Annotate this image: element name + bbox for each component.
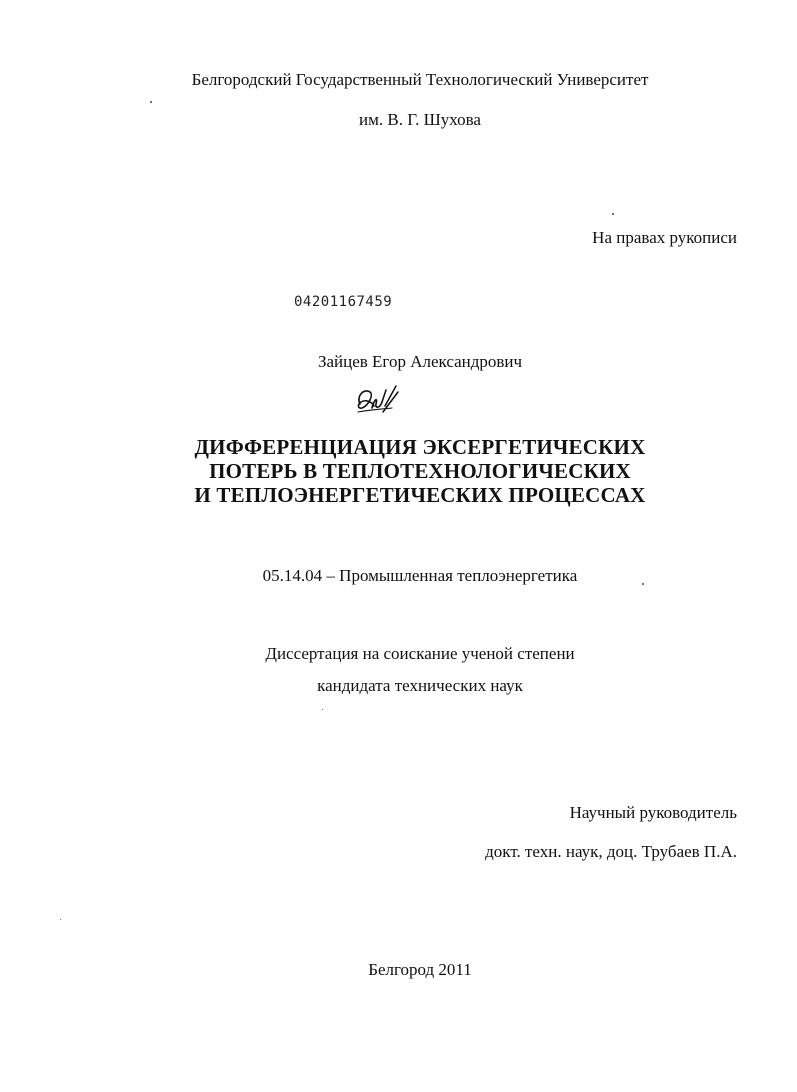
scan-speck (60, 919, 61, 920)
scan-speck (322, 709, 323, 710)
degree-statement-line-2: кандидата технических наук (317, 676, 523, 695)
scan-speck (642, 583, 644, 585)
city-and-year: Белгород 2011 (368, 960, 472, 979)
manuscript-rights-note: На правах рукописи (592, 228, 737, 247)
author-name: Зайцев Егор Александрович (317, 352, 523, 371)
university-named-after: им. В. Г. Шухова (359, 110, 481, 129)
scan-speck (150, 101, 152, 103)
thesis-title-line-2: ПОТЕРЬ В ТЕПЛОТЕХНОЛОГИЧЕСКИХ (209, 459, 631, 483)
thesis-title-line-1: ДИФФЕРЕНЦИАЦИЯ ЭКСЕРГЕТИЧЕСКИХ (194, 435, 646, 459)
advisor-label: Научный руководитель (569, 803, 737, 822)
degree-statement-line-1: Диссертация на соискание ученой степени (265, 644, 575, 663)
document-number: 04201167459 (294, 294, 393, 310)
scan-speck (612, 213, 614, 215)
thesis-title-line-3: И ТЕПЛОЭНЕРГЕТИЧЕСКИХ ПРОЦЕССАХ (194, 483, 646, 507)
advisor-name: докт. техн. наук, доц. Трубаев П.А. (485, 842, 737, 861)
specialty-code: 05.14.04 – Промышленная теплоэнергетика (262, 566, 578, 585)
handwritten-signature (352, 382, 402, 422)
university-name: Белгородский Государственный Технологический Университет (191, 70, 649, 89)
